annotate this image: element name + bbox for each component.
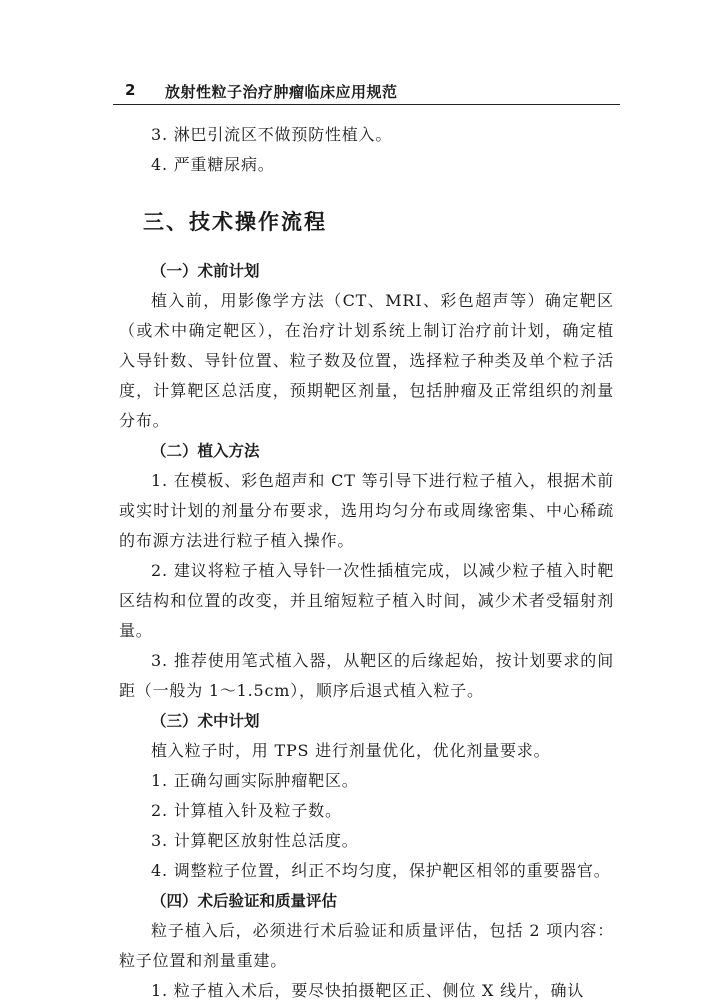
list-item: 3. 淋巴引流区不做预防性植入。 (151, 125, 393, 144)
list-item: 3. 计算靶区放射性总活度。 (151, 831, 359, 850)
paragraph: 粒子植入后，必须进行术后验证和质量评估，包括 2 项内容：粒子位置和剂量重建。 (119, 921, 614, 970)
page-body (119, 120, 614, 1006)
subsection-heading-implant-method: （二）植入方法 (151, 442, 260, 460)
subsection-heading-preop-plan: （一）术前计划 (151, 262, 260, 280)
list-item: 2. 计算植入针及粒子数。 (151, 801, 342, 820)
list-item: 4. 严重糖尿病。 (151, 155, 275, 174)
book-title: 放射性粒子治疗肿瘤临床应用规范 (165, 83, 398, 101)
subsection-heading-postop-verification: （四）术后验证和质量评估 (151, 892, 338, 910)
running-header (113, 78, 620, 105)
section-title: 三、技术操作流程 (143, 210, 327, 234)
subsection-heading-intraop-plan: （三）术中计划 (151, 712, 260, 730)
paragraph: 植入前，用影像学方法（CT、MRI、彩色超声等）确定靶区（或术中确定靶区），在治疗计划系统上制订治疗前计划，确定植入导针数、导针位置、粒子数及位置，选择粒子种类及单个粒子活度，计算靶区总活度，预期靶区剂量，包括肿瘤及正常组织的剂量分布。 (119, 291, 614, 430)
list-item: 4. 调整粒子位置，纠正不均匀度，保护靶区相邻的重要器官。 (151, 861, 611, 880)
paragraph: 1. 粒子植入术后，要尽快拍摄靶区正、侧位 X 线片，确认 (151, 981, 585, 1000)
paragraph: 1. 在模板、彩色超声和 CT 等引导下进行粒子植入，根据术前或实时计划的剂量分布要求，选用均匀分布或周缘密集、中心稀疏的布源方法进行粒子植入操作。 (119, 471, 614, 550)
paragraph: 2. 建议将粒子植入导针一次性插植完成，以减少粒子植入时靶区结构和位置的改变，并且缩短粒子植入时间，减少术者受辐射剂量。 (119, 561, 614, 640)
page-number: 2 (125, 81, 136, 99)
paragraph: 植入粒子时，用 TPS 进行剂量优化，优化剂量要求。 (151, 741, 551, 760)
paragraph: 3. 推荐使用笔式植入器，从靶区的后缘起始，按计划要求的间距（一般为 1～1.5cm），顺序后退式植入粒子。 (119, 651, 614, 700)
list-item: 1. 正确勾画实际肿瘤靶区。 (151, 771, 359, 790)
